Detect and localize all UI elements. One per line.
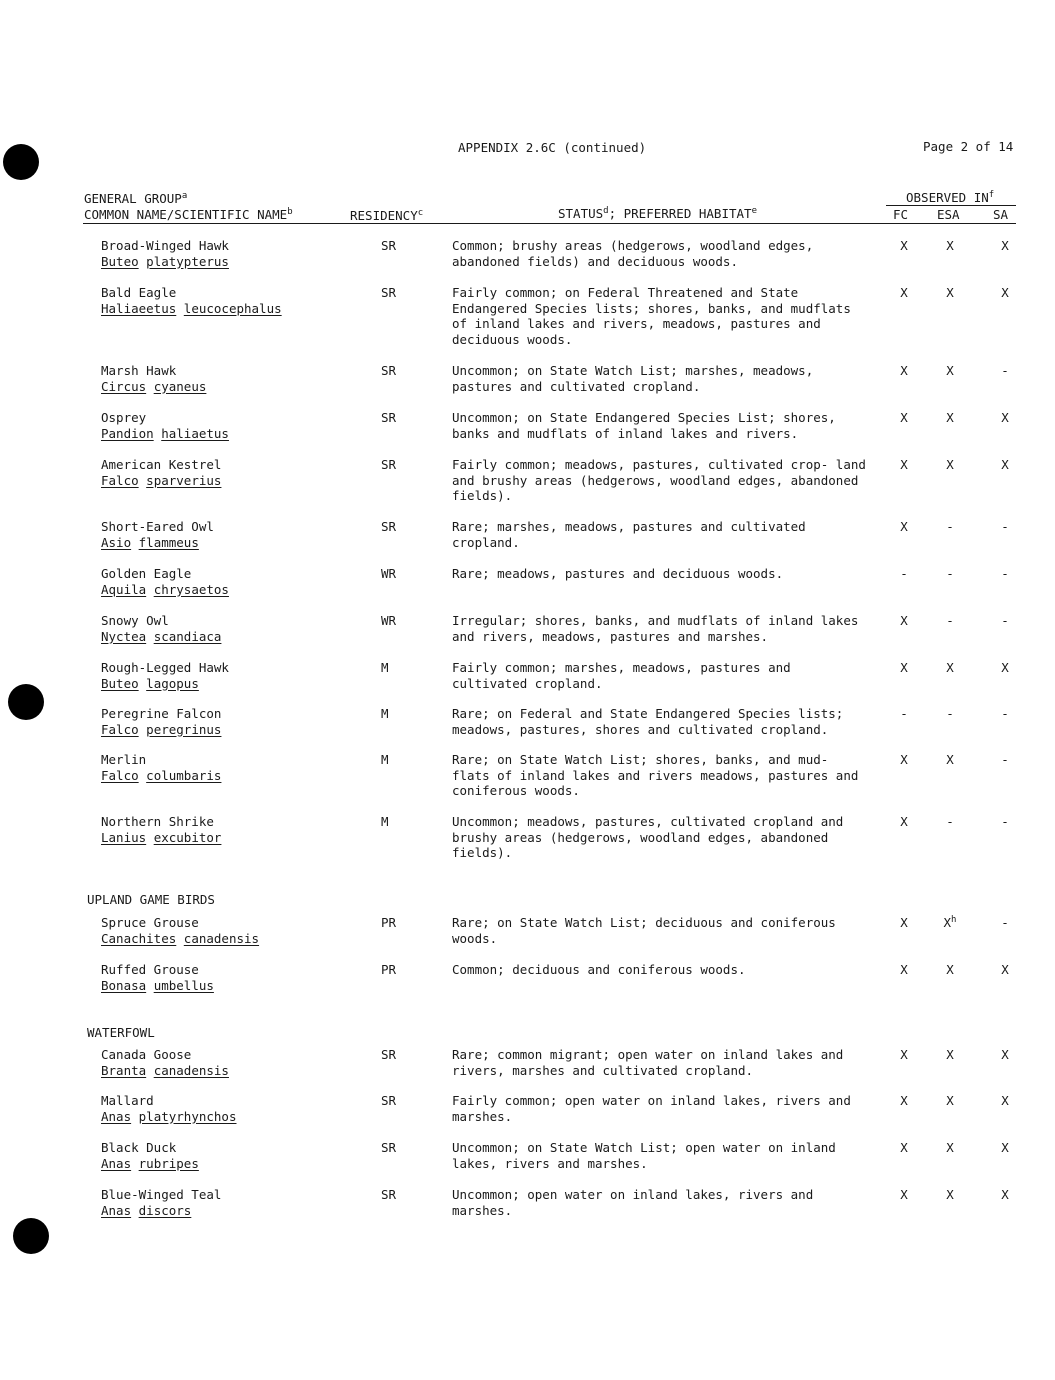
residency-code: SR — [381, 1187, 397, 1202]
observed-fc: X — [900, 1093, 908, 1108]
residency-code: SR — [381, 1140, 397, 1155]
observed-esa: X — [946, 1140, 954, 1155]
residency-code: SR — [381, 457, 397, 472]
observed-fc: X — [900, 752, 908, 767]
observed-fc: X — [900, 1187, 908, 1202]
genus: Lanius — [101, 829, 147, 845]
common-name: Canada Goose — [101, 1047, 192, 1062]
habitat-text: Uncommon; open water on inland lakes, rivers and marshes. — [452, 1187, 814, 1218]
scientific-name — [101, 379, 206, 395]
observed-fc: X — [900, 613, 908, 628]
species-epithet: platypterus — [146, 253, 229, 269]
species-name — [101, 410, 229, 441]
page-number: Page 2 of 14 — [923, 139, 1014, 154]
habitat-text: Fairly common; open water on inland lakes, rivers and marshes. — [452, 1093, 851, 1124]
observed-fc: X — [900, 457, 908, 472]
punch-hole-top — [3, 144, 39, 180]
habitat-text: Uncommon; on State Endangered Species List; shores, banks and mudflats of inland lakes and rivers. — [452, 410, 836, 441]
species-epithet: canadensis — [153, 1062, 229, 1078]
observed-sa: X — [1001, 1093, 1009, 1108]
observed-esa: X — [946, 962, 954, 977]
observed-esa: X — [946, 238, 954, 253]
residency-code: PR — [381, 915, 397, 930]
species-name — [101, 1187, 221, 1218]
species-epithet: cyaneus — [153, 378, 207, 394]
scientific-name — [101, 1109, 236, 1125]
punch-hole-bottom — [13, 1218, 49, 1254]
species-name — [101, 814, 221, 845]
scientific-name — [101, 535, 214, 551]
residency-code: M — [381, 752, 389, 767]
common-name: Osprey — [101, 410, 147, 425]
observed-fc: X — [900, 238, 908, 253]
common-name: Rough-Legged Hawk — [101, 660, 229, 675]
column-header-status: STATUS$^d$; PREFERRED HABITAT$^e$ — [558, 206, 757, 221]
observed-esa: X — [946, 410, 954, 425]
observed-esa: - — [946, 566, 954, 581]
habitat-text: Rare; meadows, pastures and deciduous woods. — [452, 566, 784, 581]
residency-code: SR — [381, 519, 397, 534]
observed-fc: X — [900, 962, 908, 977]
observed-fc: X — [900, 363, 908, 378]
observed-esa: X — [946, 752, 954, 767]
species-epithet: chrysaetos — [153, 581, 229, 597]
observed-sa: - — [1001, 519, 1009, 534]
observed-sa: X — [1001, 238, 1009, 253]
observed-sa: X — [1001, 410, 1009, 425]
species-epithet: umbellus — [153, 977, 214, 993]
species-name — [101, 1140, 199, 1171]
genus: Circus — [101, 378, 147, 394]
genus: Aquila — [101, 581, 147, 597]
genus: Branta — [101, 1062, 147, 1078]
habitat-text: Uncommon; meadows, pastures, cultivated cropland and brushy areas (hedgerows, woodland edges, abandoned fields). — [452, 814, 844, 861]
observed-fc: - — [900, 566, 908, 581]
scientific-name — [101, 676, 229, 692]
scientific-name — [101, 830, 221, 846]
common-name: Short-Eared Owl — [101, 519, 214, 534]
observed-fc: X — [900, 1047, 908, 1062]
residency-code: SR — [381, 285, 397, 300]
page-title: APPENDIX 2.6C (continued) — [458, 140, 647, 155]
observed-esa: X — [946, 285, 954, 300]
species-name — [101, 706, 221, 737]
scientific-name — [101, 1063, 229, 1079]
genus: Asio — [101, 534, 132, 550]
observed-esa: - — [946, 613, 954, 628]
species-name — [101, 457, 221, 488]
habitat-text: Rare; common migrant; open water on inland lakes and rivers, marshes and cultivated cropland. — [452, 1047, 844, 1078]
species-epithet: lagopus — [146, 675, 199, 691]
species-epithet: scandiaca — [153, 628, 222, 644]
species-epithet: leucocephalus — [183, 300, 282, 316]
habitat-text: Fairly common; meadows, pastures, cultivated crop- land and brushy areas (hedgerows, woodland edges, abandoned fields). — [452, 457, 866, 504]
residency-code: M — [381, 660, 389, 675]
genus: Pandion — [101, 425, 154, 441]
habitat-text: Rare; on Federal and State Endangered Species lists; meadows, pastures, shores and cultivated cropland. — [452, 706, 844, 737]
species-name — [101, 915, 259, 946]
observed-sa: X — [1001, 1140, 1009, 1155]
scientific-name — [101, 629, 221, 645]
genus: Anas — [101, 1202, 132, 1218]
species-epithet: canadensis — [183, 930, 260, 946]
habitat-text: Fairly common; on Federal Threatened and State Endangered Species lists; shores, banks, and mudflats of inland lakes and rivers, meadows, pastures and deciduous woods. — [452, 285, 851, 347]
habitat-text: Uncommon; on State Watch List; open water on inland lakes, rivers and marshes. — [452, 1140, 836, 1171]
observed-sa: X — [1001, 962, 1009, 977]
residency-code: PR — [381, 962, 397, 977]
residency-code: M — [381, 814, 389, 829]
common-name: Snowy Owl — [101, 613, 169, 628]
observed-sa: - — [1001, 752, 1009, 767]
punch-hole-middle — [8, 684, 44, 720]
species-epithet: haliaetus — [161, 425, 229, 441]
species-name — [101, 566, 229, 597]
observed-esa: X — [946, 660, 954, 675]
scientific-name — [101, 1156, 199, 1172]
species-epithet: excubitor — [153, 829, 222, 845]
observed-esa: $X^h$ — [943, 915, 957, 930]
species-name — [101, 1047, 229, 1078]
habitat-text: Common; brushy areas (hedgerows, woodland edges, abandoned fields) and deciduous woods. — [452, 238, 814, 269]
observed-sa: X — [1001, 1187, 1009, 1202]
genus: Falco — [101, 721, 139, 737]
column-header-fc: FC — [893, 207, 909, 222]
scientific-name — [101, 473, 221, 489]
column-header-group: GENERAL GROUP$^a$ — [84, 191, 188, 206]
residency-code: SR — [381, 1047, 397, 1062]
common-name: Broad-Winged Hawk — [101, 238, 229, 253]
observed-sa: X — [1001, 285, 1009, 300]
residency-code: SR — [381, 1093, 397, 1108]
residency-code: WR — [381, 566, 397, 581]
scientific-name — [101, 931, 259, 947]
common-name: Marsh Hawk — [101, 363, 177, 378]
column-header-name: COMMON NAME/SCIENTIFIC NAME$^b$ — [84, 207, 293, 222]
residency-code: WR — [381, 613, 397, 628]
common-name: Golden Eagle — [101, 566, 192, 581]
header-rule — [83, 223, 1016, 224]
habitat-text: Irregular; shores, banks, and mudflats of inland lakes and rivers, meadows, pastures and marshes. — [452, 613, 859, 644]
species-name — [101, 363, 206, 394]
observed-fc: X — [900, 915, 908, 930]
scientific-name — [101, 254, 229, 270]
residency-code: M — [381, 706, 389, 721]
observed-sa: X — [1001, 1047, 1009, 1062]
observed-sa: - — [1001, 915, 1009, 930]
common-name: Blue-Winged Teal — [101, 1187, 222, 1202]
observed-sa: - — [1001, 706, 1009, 721]
species-name — [101, 752, 221, 783]
genus: Anas — [101, 1155, 132, 1171]
genus: Buteo — [101, 253, 139, 269]
species-name — [101, 962, 214, 993]
scientific-name — [101, 978, 214, 994]
common-name: Black Duck — [101, 1140, 177, 1155]
observed-esa: - — [946, 814, 954, 829]
genus: Falco — [101, 472, 139, 488]
column-header-observed: OBSERVED $IN^f$ — [906, 190, 995, 205]
observed-esa: X — [946, 457, 954, 472]
group-label-upland: UPLAND GAME BIRDS — [87, 892, 215, 907]
observed-fc: X — [900, 410, 908, 425]
genus: Haliaeetus — [101, 300, 177, 316]
species-name — [101, 285, 282, 316]
observed-esa: - — [946, 706, 954, 721]
residency-code: SR — [381, 410, 397, 425]
residency-code: SR — [381, 363, 397, 378]
observed-fc: X — [900, 285, 908, 300]
species-epithet: peregrinus — [146, 721, 222, 737]
common-name: Mallard — [101, 1093, 154, 1108]
species-epithet: discors — [138, 1202, 192, 1218]
observed-fc: - — [900, 706, 908, 721]
habitat-text: Uncommon; on State Watch List; marshes, meadows, pastures and cultivated cropland. — [452, 363, 814, 394]
scientific-name — [101, 1203, 221, 1219]
common-name: Bald Eagle — [101, 285, 177, 300]
genus: Buteo — [101, 675, 139, 691]
residency-code: SR — [381, 238, 397, 253]
genus: Anas — [101, 1108, 132, 1124]
species-name — [101, 238, 229, 269]
genus: Nyctea — [101, 628, 147, 644]
species-epithet: flammeus — [138, 534, 199, 550]
group-label-waterfowl: WATERFOWL — [87, 1025, 155, 1040]
scientific-name — [101, 582, 229, 598]
common-name: Spruce Grouse — [101, 915, 199, 930]
observed-sa: - — [1001, 566, 1009, 581]
genus: Canachites — [101, 930, 177, 946]
common-name: Ruffed Grouse — [101, 962, 199, 977]
observed-esa: X — [946, 1047, 954, 1062]
species-epithet: columbaris — [146, 767, 222, 783]
genus: Bonasa — [101, 977, 147, 993]
observed-sa: - — [1001, 814, 1009, 829]
common-name: American Kestrel — [101, 457, 222, 472]
species-epithet: platyrhynchos — [138, 1108, 237, 1124]
species-epithet: rubripes — [138, 1155, 199, 1171]
scientific-name — [101, 426, 229, 442]
genus: Falco — [101, 767, 139, 783]
observed-fc: X — [900, 1140, 908, 1155]
observed-fc: X — [900, 519, 908, 534]
observed-sa: - — [1001, 363, 1009, 378]
habitat-text: Rare; on State Watch List; shores, banks, and mud- flats of inland lakes and rivers meadows, pastures and coniferous woods. — [452, 752, 859, 799]
species-name — [101, 613, 221, 644]
observed-esa: X — [946, 1093, 954, 1108]
observed-sa: X — [1001, 457, 1009, 472]
species-name — [101, 519, 214, 550]
observed-fc: X — [900, 814, 908, 829]
common-name: Merlin — [101, 752, 147, 767]
observed-esa: - — [946, 519, 954, 534]
scientific-name — [101, 722, 221, 738]
scientific-name — [101, 768, 221, 784]
habitat-text: Rare; marshes, meadows, pastures and cultivated cropland. — [452, 519, 806, 550]
column-header-esa: ESA — [937, 207, 960, 222]
observed-fc: X — [900, 660, 908, 675]
column-header-sa: SA — [993, 207, 1009, 222]
observed-sa: X — [1001, 660, 1009, 675]
observed-esa: X — [946, 1187, 954, 1202]
habitat-text: Common; deciduous and coniferous woods. — [452, 962, 746, 977]
column-header-residency: RESIDENCY$^c$ — [350, 208, 424, 223]
observed-header-rule — [886, 205, 1016, 206]
species-name — [101, 1093, 236, 1124]
observed-esa: X — [946, 363, 954, 378]
common-name: Peregrine Falcon — [101, 706, 222, 721]
observed-sa: - — [1001, 613, 1009, 628]
species-name — [101, 660, 229, 691]
scientific-name — [101, 301, 282, 317]
species-epithet: sparverius — [146, 472, 222, 488]
habitat-text: Fairly common; marshes, meadows, pastures and cultivated cropland. — [452, 660, 791, 691]
habitat-text: Rare; on State Watch List; deciduous and coniferous woods. — [452, 915, 836, 946]
common-name: Northern Shrike — [101, 814, 214, 829]
